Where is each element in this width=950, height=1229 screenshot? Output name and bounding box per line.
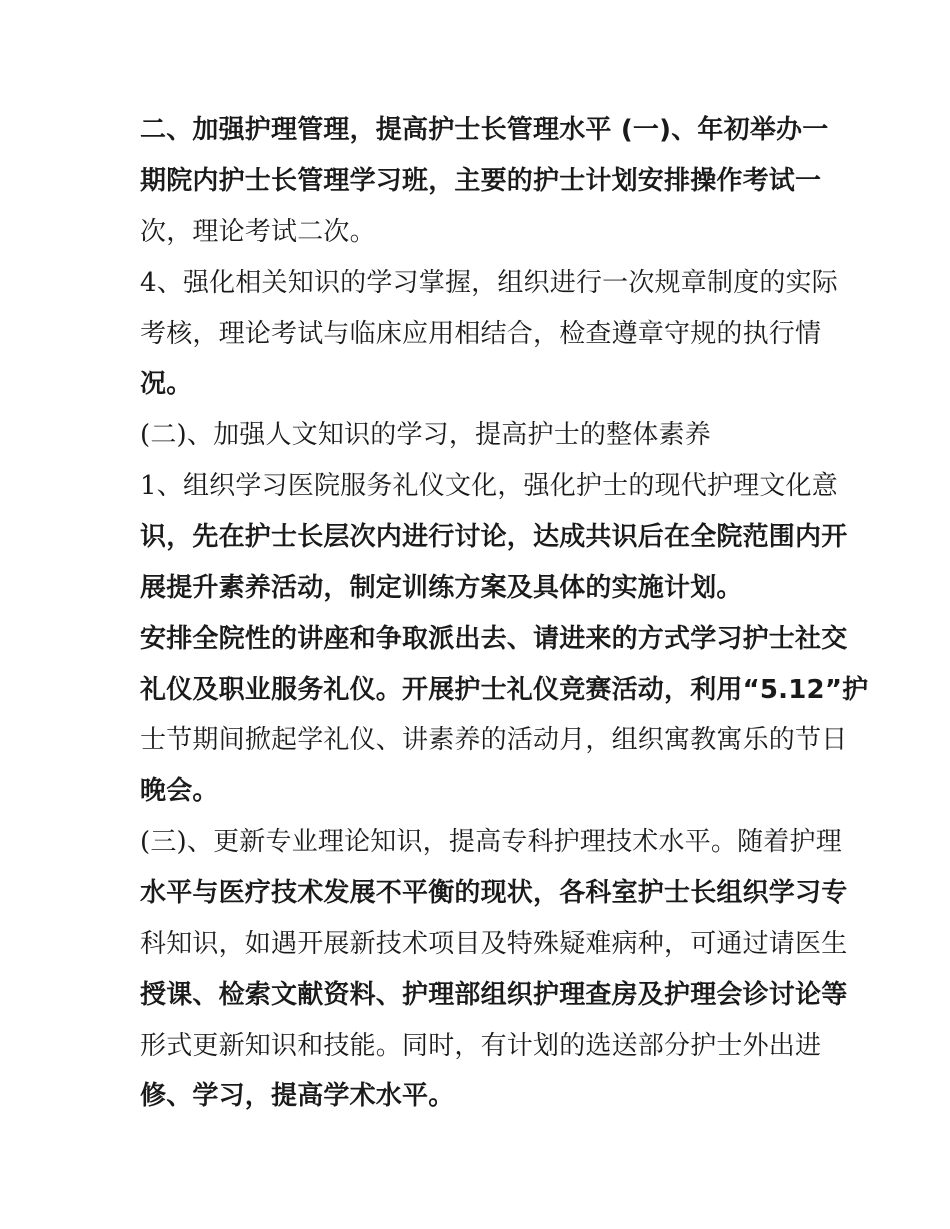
text-line: 授课、检索文献资料、护理部组织护理查房及护理会诊讨论等 — [140, 980, 848, 1010]
text-line: 修、学习，提高学术水平。 — [140, 1081, 455, 1111]
text-line: 科知识，如遇开展新技术项目及特殊疑难病种，可通过请医生 — [140, 929, 848, 959]
text-line: (三)、更新专业理论知识，提高专科护理技术水平。随着护理 — [140, 827, 842, 857]
text-line: 况。 — [140, 369, 193, 399]
text-line: 4、强化相关知识的学习掌握，组织进行一次规章制度的实际 — [140, 268, 838, 298]
text-line: 士节期间掀起学礼仪、讲素养的活动月，组织寓教寓乐的节日 — [140, 725, 848, 755]
text-line: 晚会。 — [140, 776, 219, 806]
text-line: 二、加强护理管理，提高护士长管理水平 (一)、年初举办一 — [140, 115, 829, 145]
text-line: 展提升素养活动，制定训练方案及具体的实施计划。 — [140, 573, 743, 603]
text-line: (二)、加强人文知识的学习，提高护士的整体素养 — [140, 420, 711, 450]
text-line: 形式更新知识和技能。同时，有计划的选送部分护士外出进 — [140, 1031, 822, 1061]
text-line: 水平与医疗技术发展不平衡的现状，各科室护士长组织学习专 — [140, 878, 848, 908]
text-line: 次，理论考试二次。 — [140, 217, 376, 247]
text-line: 安排全院性的讲座和争取派出去、请进来的方式学习护士社交 — [140, 624, 848, 654]
text-line: 期院内护士长管理学习班，主要的护士计划安排操作考试一 — [140, 166, 822, 196]
text-line: 识，先在护士长层次内进行讨论，达成共识后在全院范围内开 — [140, 522, 848, 552]
text-line: 1、组织学习医院服务礼仪文化，强化护士的现代护理文化意 — [140, 471, 838, 501]
text-line: 礼仪及职业服务礼仪。开展护士礼仪竞赛活动，利用“5.12”护 — [140, 675, 869, 705]
text-line: 考核，理论考试与临床应用相结合，检查遵章守规的执行情 — [140, 319, 822, 349]
